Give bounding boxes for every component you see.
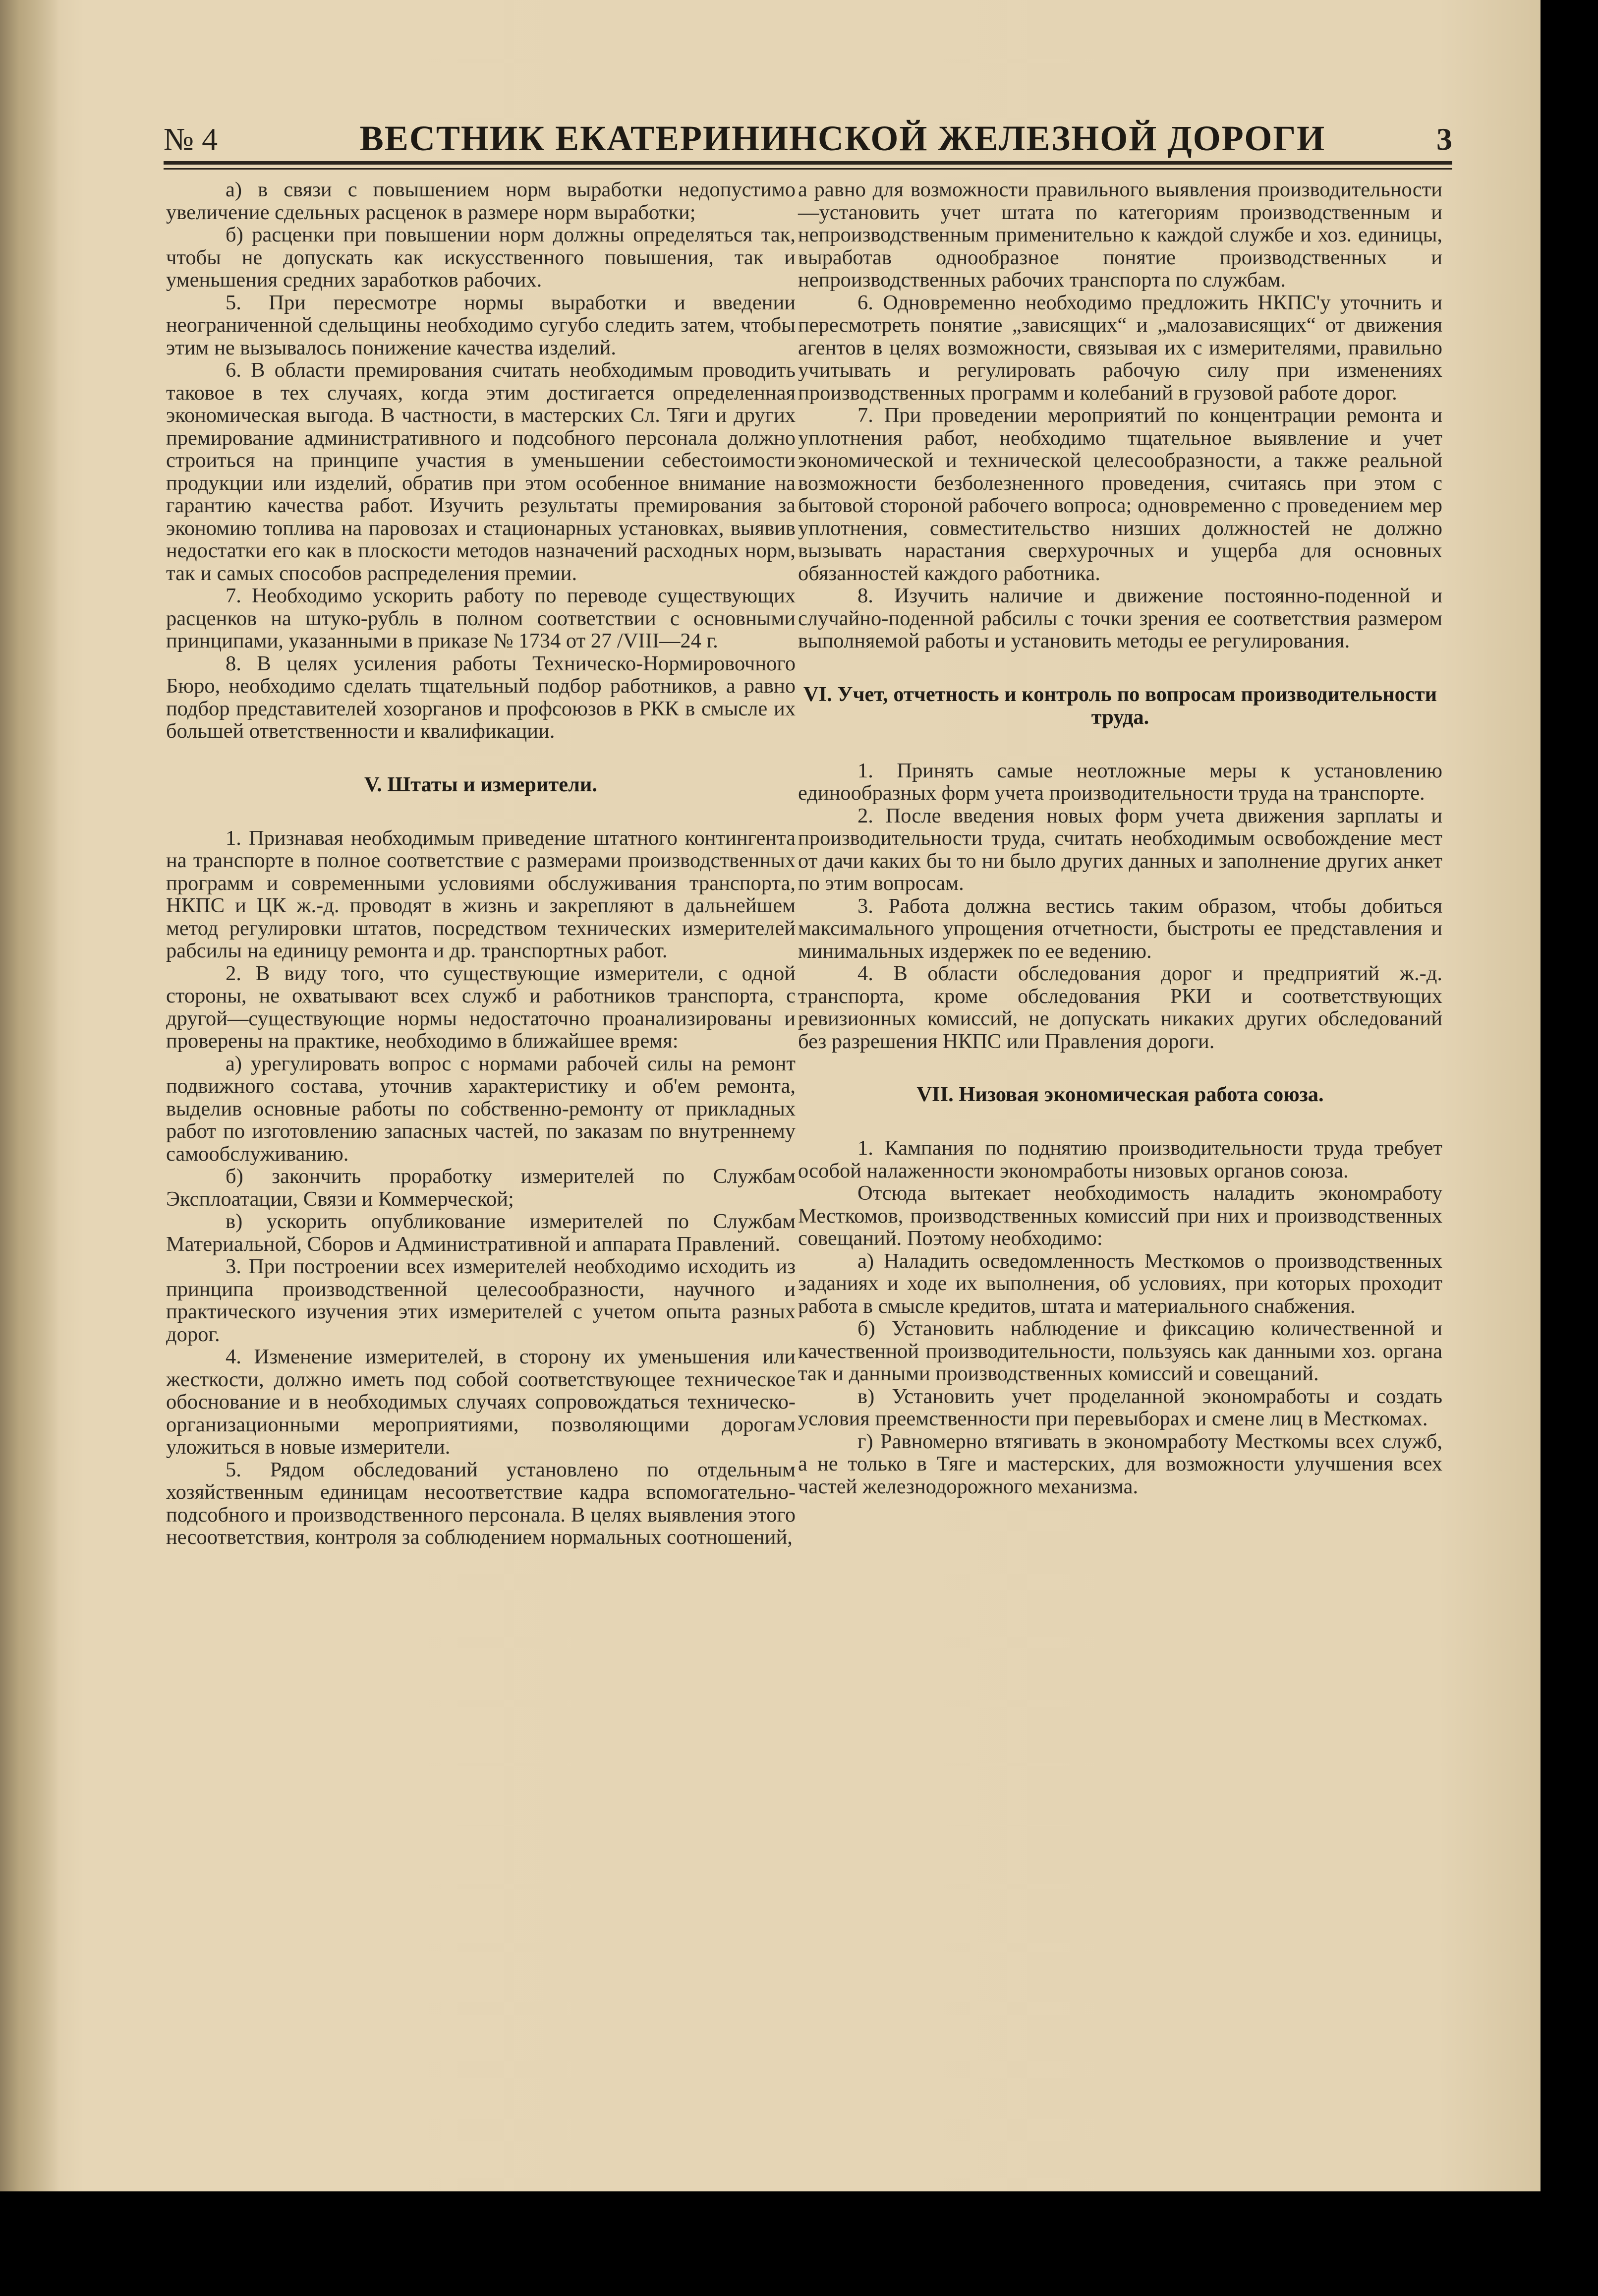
- page-number: 3: [1436, 121, 1452, 157]
- section-heading: VI. Учет, отчетность и контроль по вопросам производительности труда.: [803, 682, 1437, 729]
- issue-number: № 4: [164, 121, 218, 157]
- section-heading: VII. Низовая экономическая работа союза.: [916, 1083, 1324, 1106]
- paragraph: г) Равномерно втягивать в экономработу Месткомы всех служб, а не только в Тяге и мастерских, для возможности улучшения всех частей железнодорожного механизма.: [798, 1429, 1442, 1498]
- paragraph: в) ускорить опубликование измерителей по Службам Материальной, Сборов и Административной и аппарата Правлений.: [166, 1210, 796, 1256]
- paragraph: б) Установить наблюдение и фиксацию количественной и качественной производительности, пользуясь как данными хоз. органа так и данными производственных комиссий и совещаний.: [798, 1317, 1442, 1385]
- paragraph: 6. Одновременно необходимо предложить НКПС'у уточнить и пересмотреть понятие „зависящих“ и „малозависящих“ от движения агентов в целях возможности, связывая их с измерителями, правильно учитывать и регулировать рабочую силу при изменениях производственных программ и колебаний в грузовой работе дорог.: [798, 291, 1442, 405]
- paragraph: а) Наладить осведомленность Месткомов о производственных заданиях и ходе их выполнения, об условиях, при которых проходит работа в смысле кредитов, штата и материального снабжения.: [798, 1249, 1442, 1318]
- paragraph: а) в связи с повышением норм выработки недопустимо увеличение сдельных расценок в размере норм выработки;: [166, 178, 796, 224]
- header-rule-thick: [164, 161, 1452, 165]
- paragraph: б) закончить проработку измерителей по Службам Эксплоатации, Связи и Коммерческой;: [166, 1165, 796, 1211]
- right-column: [798, 178, 1442, 1498]
- paragraph: 6. В области премирования считать необходимым проводить таковое в тех случаях, когда этим достигается определенная экономическая выгода. В частности, в мастерских Сл. Тяги и других премирование административного и подсобного персонала должно строиться на принципе участия в уменьшении себестоимости продукции или изделий, обратив при этом особенное внимание на гарантию качества работ. Изучить результаты премирования за экономию топлива на паровозах и стационарных установках, выявив недостатки его как в плоскости методов назначений расходных норм, так и самых способов распределения премии.: [166, 358, 796, 585]
- paragraph: 8. В целях усиления работы Техническо-Нормировочного Бюро, необходимо сделать тщательный подбор работников, а равно подбор представителей хозорганов и профсоюзов в РКК в смысле их большей ответственности и квалификации.: [166, 651, 796, 743]
- paragraph: 8. Изучить наличие и движение постоянно-поденной и случайно-поденной рабсилы с точки зрения ее соответствия размером выполняемой работы и установить методы ее регулирования.: [798, 584, 1442, 652]
- paragraph: Отсюда вытекает необходимость наладить экономработу Месткомов, производственных комиссий при них и производственных совещаний. Поэтому необходимо:: [798, 1181, 1442, 1250]
- paragraph: 5. При пересмотре нормы выработки и введении неограниченной сдельщины необходимо сугубо следить затем, чтобы этим не вызывалось понижение качества изделий.: [166, 291, 796, 359]
- paragraph: а равно для возможности правильного выявления производительности—установить учет штата по категориям производственным и непроизводственным применительно к каждой службе и хоз. единицы, выработав однообразное понятие производственных и непроизводственных рабочих транспорта по службам.: [798, 178, 1442, 292]
- newspaper-title: ВЕСТНИК ЕКАТЕРИНИНСКОЙ ЖЕЛЕЗНОЙ ДОРОГИ: [359, 118, 1326, 158]
- paragraph: а) урегулировать вопрос с нормами рабочей силы на ремонт подвижного состава, уточнив характеристику и об'ем ремонта, выделив основные работы по собственно-ремонту от прикладных работ по изготовлению запасных частей, по заказам по внутреннему самообслуживанию.: [166, 1052, 796, 1166]
- paragraph: 5. Рядом обследований установлено по отдельным хозяйственным единицам несоответствие кадра вспомогательно-подсобного и производственного персонала. В целях выявления этого несоответствия, контроля за соблюдением нормальных соотношений,: [166, 1458, 796, 1549]
- paragraph: 4. В области обследования дорог и предприятий ж.-д. транспорта, кроме обследования РКИ и соответствующих ревизионных комиссий, не допускать никаких других обследований без разрешения НКПС или Правления дороги.: [798, 962, 1442, 1053]
- left-column: [166, 178, 796, 1549]
- paragraph: 2. В виду того, что существующие измерители, с одной стороны, не охватывают всех служб и работников транспорта, с другой—существующие нормы недостаточно проанализированы и проверены на практике, необходимо в ближайшее время:: [166, 961, 796, 1053]
- paragraph: 7. Необходимо ускорить работу по переводе существующих расценков на штуко-рубль в полном соответствии с основными принципами, указанными в приказе № 1734 от 27 /VIII—24 г.: [166, 584, 796, 652]
- section-heading: V. Штаты и измерители.: [364, 772, 598, 796]
- paragraph: 2. После введения новых форм учета движения зарплаты и производительности труда, считать необходимым освобождение мест от дачи каких бы то ни было других данных и заполнение других анкет по этим вопросам.: [798, 804, 1442, 895]
- paragraph: б) расценки при повышении норм должны определяться так, чтобы не допускать как искусственного повышения, так и уменьшения средних заработков рабочих.: [166, 223, 796, 292]
- paragraph: 1. Кампания по поднятию производительности труда требует особой налаженности экономработы низовых органов союза.: [798, 1136, 1442, 1182]
- paragraph: 1. Принять самые неотложные меры к установлению единообразных форм учета производительности труда на транспорте.: [798, 759, 1442, 805]
- paragraph: 7. При проведении мероприятий по концентрации ремонта и уплотнения работ, необходимо тщательное выявление и учет экономической и технической целесообразности, а также реальной возможности безболезненного проведения, считаясь при этом с бытовой стороной рабочего вопроса; одновременно с проведением мер уплотнения, совместительство низших должностей не должно вызывать нарастания сверхурочных и ущерба для основных обязанностей каждого работника.: [798, 404, 1442, 585]
- paragraph: в) Установить учет проделанной экономработы и создать условия преемственности при перевыборах и смене лиц в Месткомах.: [798, 1384, 1442, 1430]
- page-gutter-shadow: [0, 0, 59, 2191]
- paragraph: 3. Работа должна вестись таким образом, чтобы добиться максимального упрощения отчетности, быстроты ее представления и минимальных издержек по ее ведению.: [798, 894, 1442, 963]
- paragraph: 4. Изменение измерителей, в сторону их уменьшения или жесткости, должно иметь под собой соответствующее техническое обоснование и в необходимых случаях сопровождаться техническо-организационными мероприятиями, позволяющими дорогам уложиться в новые измерители.: [166, 1345, 796, 1459]
- masthead: [164, 118, 1452, 163]
- paragraph: 3. При построении всех измерителей необходимо исходить из принципа производственной целесообразности, научного и практического изучения этих измерителей с учетом опыта разных дорог.: [166, 1255, 796, 1346]
- header-rule-thin: [164, 168, 1452, 170]
- paragraph: 1. Признавая необходимым приведение штатного контингента на транспорте в полное соответствие с размерами производственных программ и современными условиями обслуживания транспорта, НКПС и ЦК ж.-д. проводят в жизнь и закрепляют в дальнейшем метод регулировки штатов, посредством технических измерителей рабсилы на единицу ремонта и др. транспортных работ.: [166, 826, 796, 962]
